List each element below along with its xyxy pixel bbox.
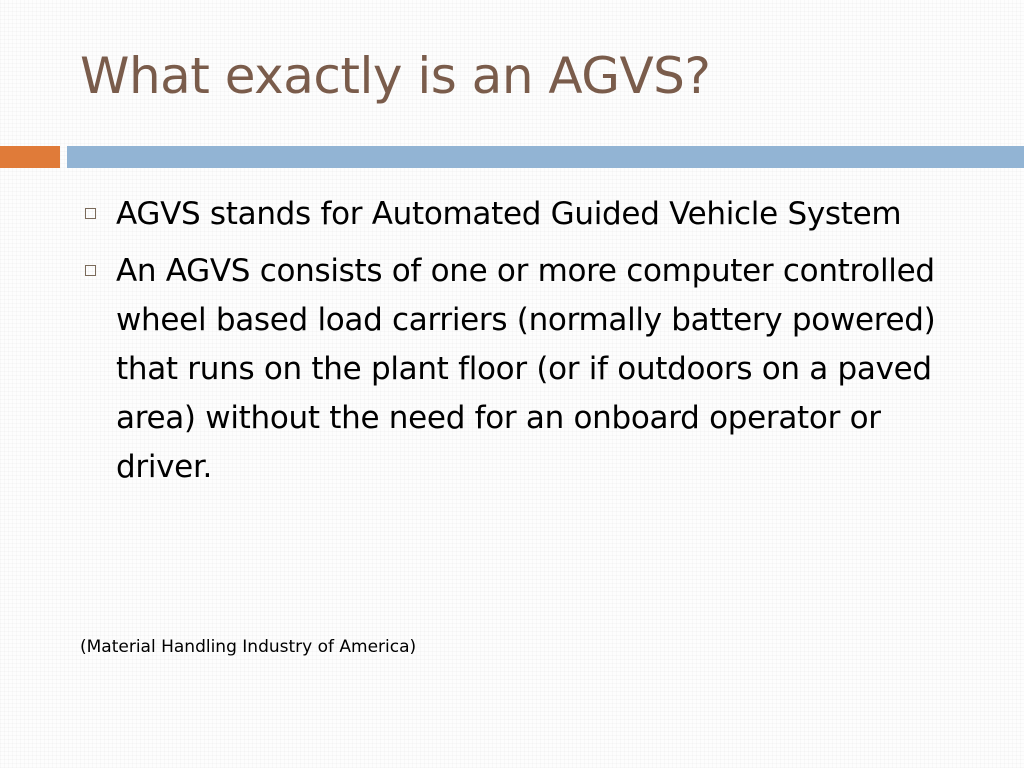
hollow-square-bullet-icon <box>85 265 96 276</box>
bullet-text: AGVS stands for Automated Guided Vehicle System <box>116 196 902 232</box>
slide-title: What exactly is an AGVS? <box>80 47 711 105</box>
bullet-list <box>80 190 980 500</box>
bullet-text: An AGVS consists of one or more computer controlled wheel based load carriers (normally battery powered) that runs on the plant floor (or if outdoors on a paved area) without the need for an onboard operator or driver. <box>116 253 936 485</box>
accent-bar-blue <box>67 146 1024 168</box>
hollow-square-bullet-icon <box>85 208 96 219</box>
bullet-item-agvs-composition <box>80 247 980 492</box>
source-citation: (Material Handling Industry of America) <box>80 637 417 657</box>
accent-bar-orange <box>0 146 60 168</box>
bullet-item-agvs-definition <box>80 190 980 239</box>
